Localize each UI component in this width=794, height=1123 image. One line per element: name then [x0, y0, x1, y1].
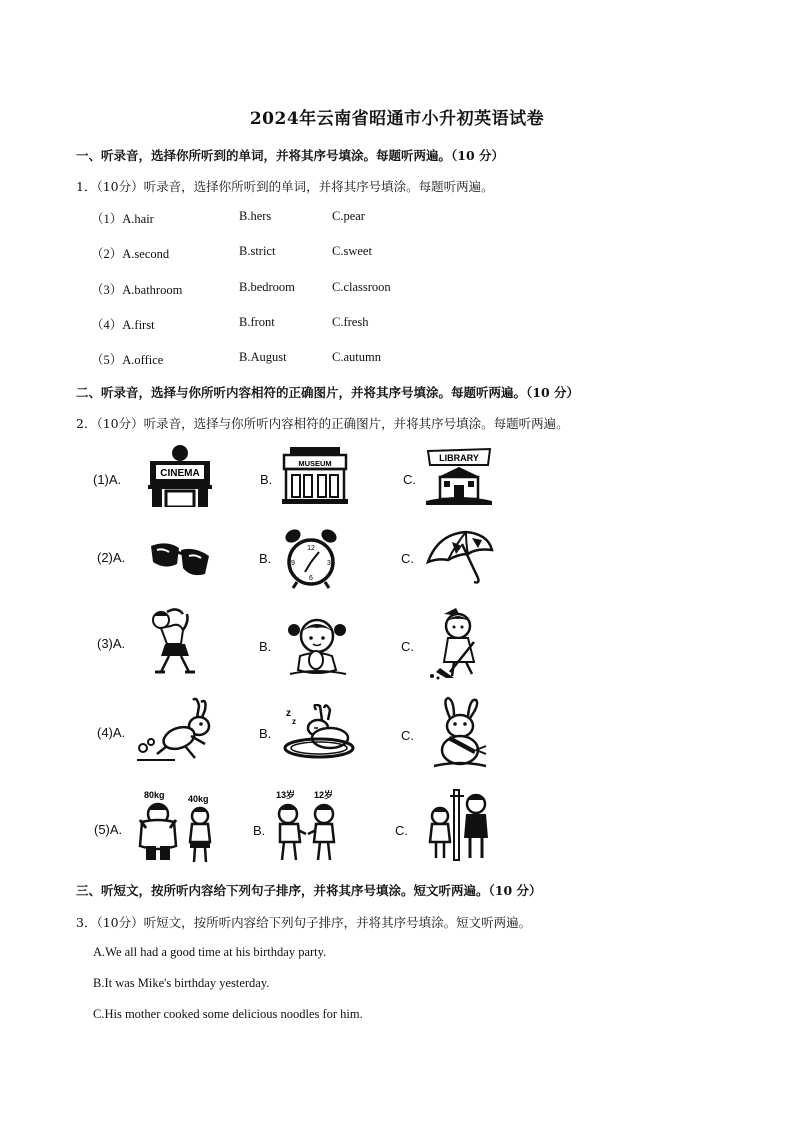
girl-sweeping-icon	[426, 606, 492, 680]
question3-text: 3．（10分）听短文，按所听内容给下列句子排序，并将其序号填涂。短文听两遍。	[76, 915, 532, 930]
sentence-c: C.His mother cooked some delicious noodles for him.	[93, 1007, 363, 1021]
row3-label-a: (3)A.	[97, 636, 126, 651]
section1-heading: 一、听录音，选择你所听到的单词，并将其序号填涂。每题听两遍。（10 分）	[76, 148, 504, 163]
umbrella-icon	[422, 528, 494, 584]
row5-label-a: (5)A.	[94, 822, 123, 837]
alarm-clock-icon	[283, 526, 339, 590]
row5-label-c: C.	[395, 823, 408, 838]
kids-age-icon	[272, 788, 342, 864]
option-5c: C.autumn	[332, 350, 381, 364]
row1-label-c: C.	[403, 472, 416, 487]
svg-text:9: 9	[291, 560, 295, 567]
rabbit-sleeping-icon	[282, 704, 356, 760]
option-5b: B.August	[239, 350, 287, 364]
weight-label-2: 40kg	[188, 794, 209, 804]
row3-label-b: B.	[259, 639, 272, 654]
row5-label-b: B.	[253, 823, 266, 838]
cinema-icon	[146, 443, 214, 507]
option-1c: C.pear	[332, 209, 365, 223]
age-label-2: 12岁	[314, 790, 334, 800]
row1-label-a: (1)A.	[93, 472, 122, 487]
sentence-b: B.It was Mike's birthday yesterday.	[93, 976, 270, 990]
option-3c: C.classroon	[332, 280, 391, 294]
kids-weight-icon	[138, 788, 218, 864]
kids-height-icon	[424, 786, 494, 862]
section2-heading: 二、听录音，选择与你所听内容相符的正确图片，并将其序号填涂。每题听两遍。（10 分）	[76, 385, 579, 400]
svg-text:6: 6	[309, 575, 313, 582]
option-1a: （1）A.hair	[91, 212, 154, 226]
cinema-sign-text: CINEMA	[160, 468, 200, 479]
option-4a: （4）A.first	[91, 318, 155, 332]
option-4b: B.front	[239, 315, 275, 329]
row4-label-a: (4)A.	[97, 725, 126, 740]
section3-heading: 三、听短文，按所听内容给下列句子排序，并将其序号填涂。短文听两遍。（10 分）	[76, 883, 542, 898]
row2-label-b: B.	[259, 551, 272, 566]
option-4c: C.fresh	[332, 315, 369, 329]
museum-sign-text: MUSEUM	[298, 459, 332, 468]
question1-text: 1．（10分）听录音，选择你所听到的单词，并将其序号填涂。每题听两遍。	[76, 179, 494, 194]
svg-text:z: z	[292, 717, 296, 726]
option-2b: B.strict	[239, 244, 276, 258]
rabbit-eating-icon	[430, 696, 490, 772]
option-3b: B.bedroom	[239, 280, 295, 294]
museum-icon	[282, 443, 348, 505]
option-3a: （3）A.bathroom	[91, 283, 183, 297]
girl-stretching-icon	[147, 604, 197, 676]
question2-text: 2．（10分）听录音，选择与你所听内容相符的正确图片，并将其序号填涂。每题听两遍。	[76, 416, 569, 431]
option-5a: （5）A.office	[91, 353, 164, 367]
sentence-a: A.We all had a good time at his birthday party.	[93, 945, 327, 959]
svg-text:12: 12	[307, 545, 315, 552]
svg-text:z: z	[286, 708, 291, 719]
row3-label-c: C.	[401, 639, 414, 654]
row4-label-c: C.	[401, 728, 414, 743]
age-label-1: 13岁	[276, 790, 296, 800]
row4-label-b: B.	[259, 726, 272, 741]
svg-text:3: 3	[327, 560, 331, 567]
girl-eating-icon	[286, 614, 348, 680]
weight-label-1: 80kg	[144, 790, 165, 800]
library-sign-text: LIBRARY	[439, 453, 479, 463]
option-1b: B.hers	[239, 209, 272, 223]
option-2a: （2）A.second	[91, 247, 170, 261]
row2-label-c: C.	[401, 551, 414, 566]
row1-label-b: B.	[260, 472, 273, 487]
page-title: 2024年云南省昭通市小升初英语试卷	[249, 109, 545, 129]
rabbit-running-icon	[135, 696, 219, 764]
row2-label-a: (2)A.	[97, 550, 126, 565]
sunglasses-icon	[147, 540, 213, 580]
library-icon	[424, 445, 494, 507]
option-2c: C.sweet	[332, 244, 372, 258]
